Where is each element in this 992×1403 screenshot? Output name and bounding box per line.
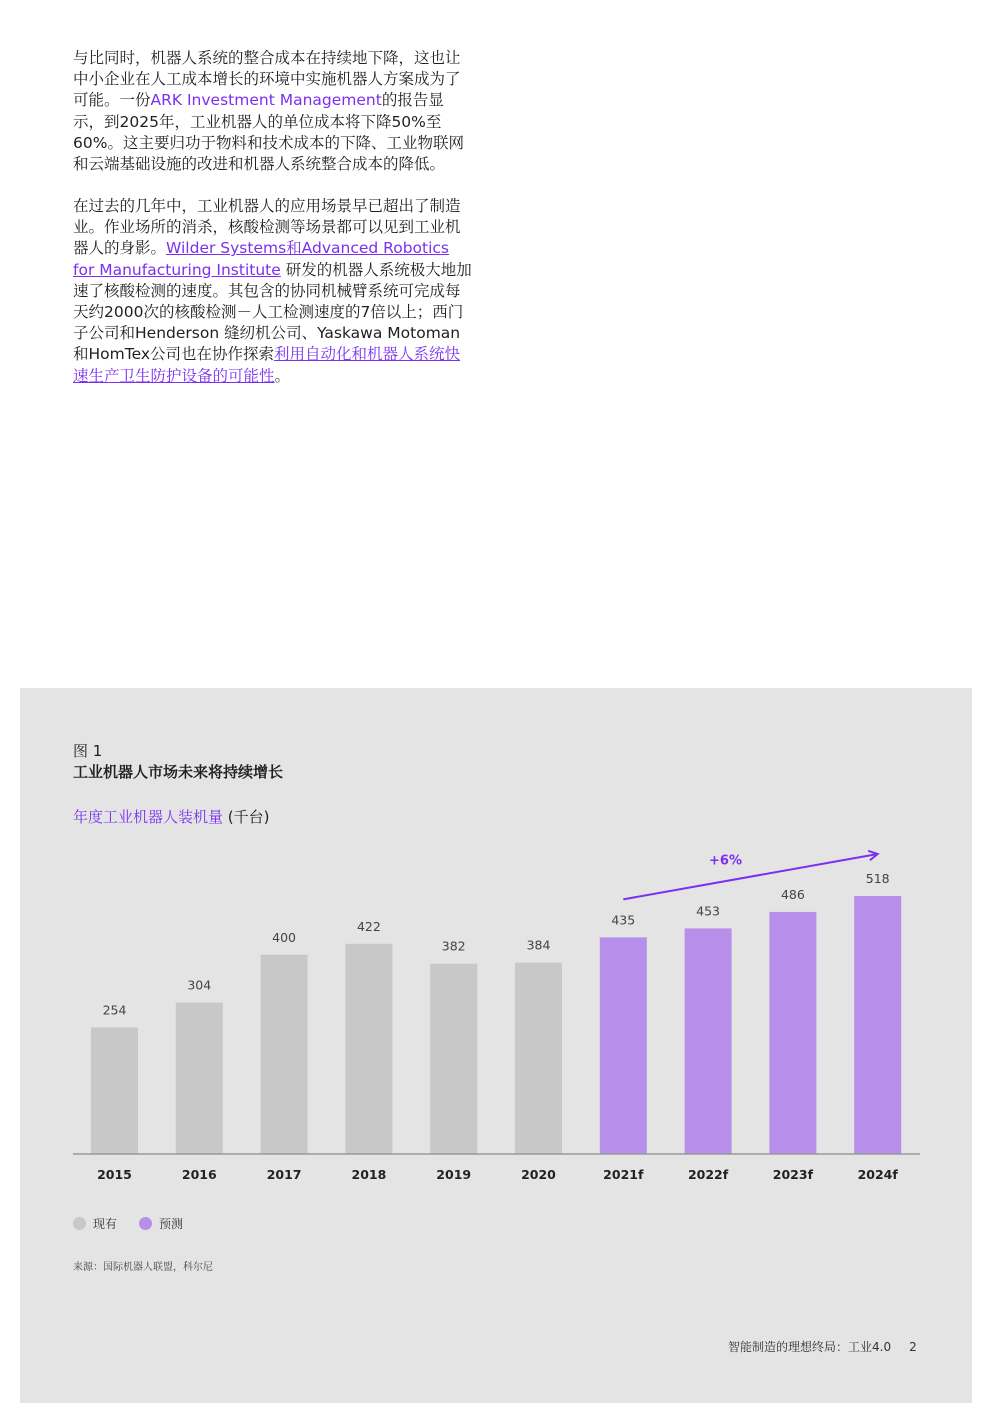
footer-title: 智能制造的理想终局：工业4.0 — [728, 1340, 892, 1354]
legend-forecast-label: 预测 — [159, 1217, 184, 1231]
figure-title: 工业机器人市场未来将持续增长 — [73, 763, 284, 781]
category-label-2022f: 2022f — [687, 1167, 729, 1182]
paragraph-cost-decline — [73, 48, 473, 175]
source-note: 来源：国际机器人联盟，科尔尼 — [73, 1262, 213, 1273]
legend-actual-label: 现有 — [93, 1217, 118, 1231]
value-label-2018: 422 — [356, 918, 381, 934]
bar-2017 — [261, 955, 308, 1154]
bar-2016 — [176, 1003, 223, 1154]
category-label-2023f: 2023f — [772, 1167, 814, 1182]
bar-2024f — [854, 896, 901, 1154]
para2-text-a: 在过去的几年中，工业机器人的应用场景早已超出了制造业。作业场所的消杀，核酸检测等场景都可以见到工业机器人的身影。 — [73, 197, 461, 258]
chart-legend — [73, 1215, 205, 1232]
value-label-2019: 382 — [441, 938, 466, 954]
legend-actual — [73, 1215, 117, 1232]
bar-2020 — [515, 963, 562, 1154]
value-label-2021f: 435 — [611, 912, 636, 928]
bar-2021f — [600, 937, 647, 1154]
value-label-2020: 384 — [526, 937, 551, 953]
growth-arrow-line — [623, 854, 877, 899]
chart-subtitle-text: 年度工业机器人装机量 — [73, 808, 224, 826]
bar-2023f — [769, 912, 816, 1154]
page-footer — [728, 1338, 917, 1355]
category-label-2020: 2020 — [521, 1167, 556, 1182]
legend-forecast-swatch — [139, 1217, 152, 1230]
wilder-systems-link[interactable]: Wilder Systems和Advanced Robotics for Manufacturing Institute — [73, 239, 450, 279]
category-label-2019: 2019 — [436, 1167, 472, 1182]
value-label-2015: 254 — [102, 1002, 127, 1018]
para1-text-a: 与比同时，机器人系统的整合成本在持续地下降，这也让中小企业在人工成本增长的环境中实施机器人方案成为了可能。一份 — [73, 49, 461, 110]
category-label-2015: 2015 — [97, 1167, 132, 1182]
chart-unit: (千台) — [227, 808, 270, 826]
category-label-2017: 2017 — [266, 1167, 302, 1182]
value-label-2023f: 486 — [780, 886, 805, 902]
bar-2019 — [430, 964, 477, 1154]
bar-2018 — [345, 944, 392, 1154]
bar-2015 — [91, 1027, 138, 1154]
para2-text-b: 研发的机器人系统极大地加速了核酸检测的速度。其包含的协同机械臂系统可完成每天约2000次的核酸检测－人工检测速度的7倍以上；西门子公司和Henderson 缝纫机公司、Yaskawa Motoman和HomTex公司也在协作探索 — [73, 260, 472, 364]
ark-investment-mention: ARK Investment Management — [150, 91, 382, 110]
bar-chart — [20, 688, 972, 1208]
category-label-2021f: 2021f — [603, 1167, 644, 1182]
legend-forecast — [139, 1215, 183, 1232]
para1-text-b: 的报告显示，到2025年，工业机器人的单位成本将下降50%至60%。这主要归功于物料和技术成本的下降、工业物联网和云端基础设施的改进和机器人系统整合成本的降低。 — [73, 91, 464, 174]
value-label-2022f: 453 — [696, 903, 721, 919]
protective-equipment-link[interactable]: 利用自动化和机器人系统快速生产卫生防护设备的可能性 — [73, 345, 461, 385]
paragraph-use-cases — [73, 196, 473, 387]
category-label-2018: 2018 — [351, 1167, 387, 1182]
value-label-2016: 304 — [187, 977, 212, 993]
legend-actual-swatch — [73, 1217, 86, 1230]
figure-number: 图 1 — [73, 742, 103, 760]
figure-panel — [20, 688, 972, 1403]
growth-annotation: +6% — [709, 853, 742, 869]
value-label-2017: 400 — [272, 929, 297, 945]
bar-2022f — [685, 928, 732, 1154]
para2-text-c: 。 — [274, 366, 291, 385]
value-label-2024f: 518 — [865, 871, 890, 886]
category-label-2016: 2016 — [181, 1167, 217, 1182]
category-label-2024f: 2024f — [857, 1167, 898, 1182]
page-number: 2 — [909, 1340, 917, 1354]
